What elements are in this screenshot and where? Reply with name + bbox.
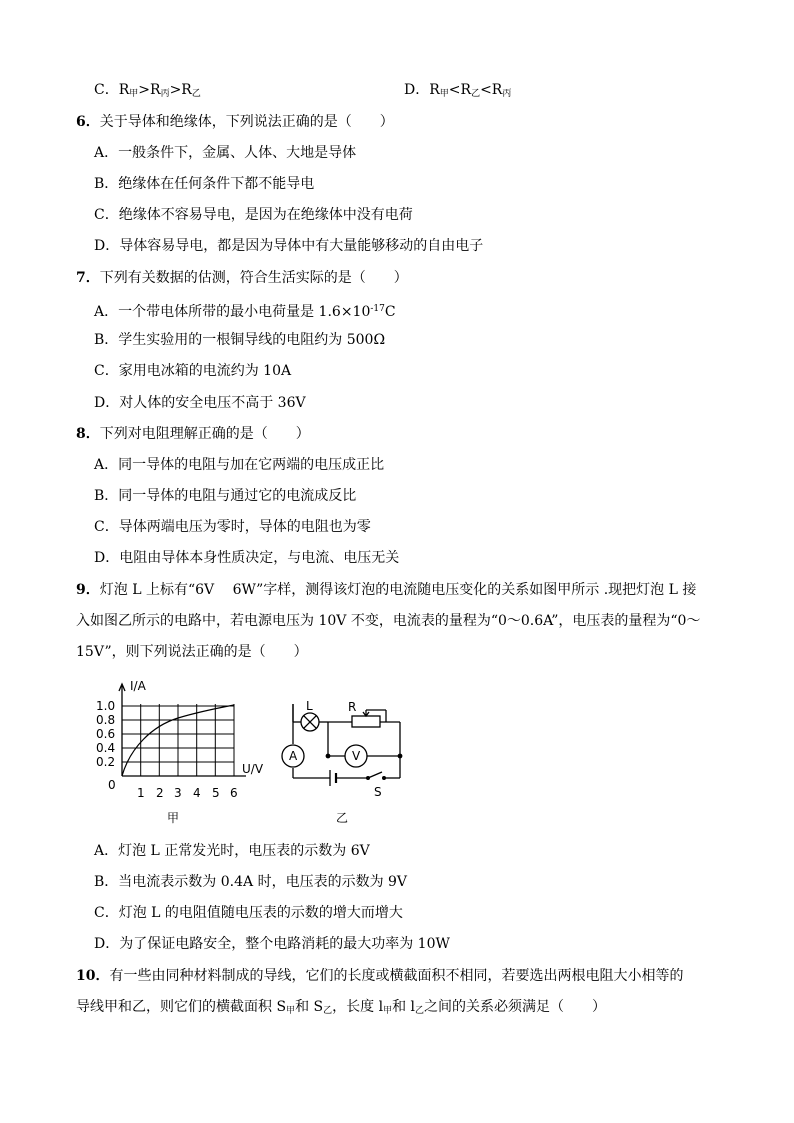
x-tick-1: 1 [137, 786, 145, 800]
rheostat-symbol [352, 716, 380, 727]
ammeter-label: A [289, 749, 298, 763]
q7-option-d: D．对人体的安全电压不高于 36V [94, 395, 306, 411]
q8-option-c: C．导体两端电压为零时，导体的电阻也为零 [94, 519, 371, 535]
x-tick-3: 3 [174, 786, 182, 800]
rheostat-label: R [348, 700, 357, 714]
q8-option-a: A．同一导体的电阻与加在它两端的电压成正比 [94, 457, 385, 473]
q9-figures [96, 672, 420, 832]
q6-option-a: A．一般条件下，金属、人体、大地是导体 [94, 145, 357, 161]
iu-graph [96, 679, 264, 825]
switch-label: S [374, 785, 382, 799]
x-axis-label: U/V [242, 762, 264, 776]
q8-option-d: D．电阻由导体本身性质决定，与电流、电压无关 [94, 550, 400, 566]
origin-label: 0 [108, 778, 116, 792]
q7-option-a: A．一个带电体所带的最小电荷量是 $1.6\times 10^{-17}C$ [94, 304, 396, 320]
q5-option-c: C．$R_甲>R_丙>R_乙$ [94, 82, 201, 99]
voltmeter-label: V [352, 749, 361, 763]
q9-stem-line1: 9．灯泡 L 上标有“6V 6W”字样，测得该灯泡的电流随电压变化的关系如图甲所示 .现把灯泡 L 接 [76, 582, 697, 598]
q6-stem: 6．关于导体和绝缘体，下列说法正确的是（ ） [76, 114, 394, 130]
q7-option-b: B．学生实验用的一根铜导线的电阻约为 500Ω [94, 332, 386, 348]
q7-stem: 7．下列有关数据的估测，符合生活实际的是（ ） [76, 270, 408, 286]
y-tick-0.4: 0.4 [96, 741, 116, 755]
q9-option-d: D．为了保证电路安全，整个电路消耗的最大功率为 10W [94, 936, 450, 952]
q9-stem-line3: 15V”，则下列说法正确的是（ ） [76, 644, 308, 660]
y-tick-0.8: 0.8 [96, 713, 116, 727]
x-tick-5: 5 [212, 786, 220, 800]
figure-a-caption: 甲 [167, 811, 180, 825]
circuit-nodes [326, 754, 403, 780]
q9-option-c: C．灯泡 L 的电阻值随电压表的示数的增大而增大 [94, 905, 403, 921]
x-tick-2: 2 [156, 786, 164, 800]
y-tick-0.2: 0.2 [96, 755, 116, 769]
q8-option-b: B．同一导体的电阻与通过它的电流成反比 [94, 488, 357, 504]
q6-option-b: B．绝缘体在任何条件下都不能导电 [94, 176, 315, 192]
q7-option-c: C．家用电冰箱的电流约为 10A [94, 363, 292, 379]
q10-stem-line2: 导线甲和乙，则它们的横截面积 $S_甲$和 $S_乙$，长度 $l_甲$和 $l_乙$之间的关系必须满足（ ） [76, 999, 607, 1016]
q9-option-a: A．灯泡 L 正常发光时，电压表的示数为 6V [94, 843, 370, 859]
figure-b-caption: 乙 [336, 811, 349, 825]
x-tick-4: 4 [193, 786, 201, 800]
q5-option-d: D．$R_甲<R_乙<R_丙$ [404, 82, 512, 99]
q6-option-d: D．导体容易导电，都是因为导体中有大量能够移动的自由电子 [94, 238, 484, 254]
y-tick-1.0: 1.0 [96, 699, 116, 713]
q8-stem: 8．下列对电阻理解正确的是（ ） [76, 426, 310, 442]
graph-grid [122, 704, 234, 776]
y-axis-label: I/A [130, 679, 146, 693]
circuit-diagram [282, 704, 400, 786]
q9-stem-line2: 入如图乙所示的电路中，若电源电压为 10V 不变，电流表的量程为“0～0.6A”，电压表的量程为“0～ [76, 613, 701, 629]
lamp-label: L [306, 699, 313, 713]
q9-option-b: B．当电流表示数为 0.4A 时，电压表的示数为 9V [94, 874, 408, 890]
q6-option-c: C．绝缘体不容易导电，是因为在绝缘体中没有电荷 [94, 207, 413, 223]
x-tick-6: 6 [230, 786, 238, 800]
q10-stem-line1: 10．有一些由同种材料制成的导线，它们的长度或横截面积不相同，若要选出两根电阻大小相等的 [76, 968, 684, 984]
y-tick-0.6: 0.6 [96, 727, 116, 741]
